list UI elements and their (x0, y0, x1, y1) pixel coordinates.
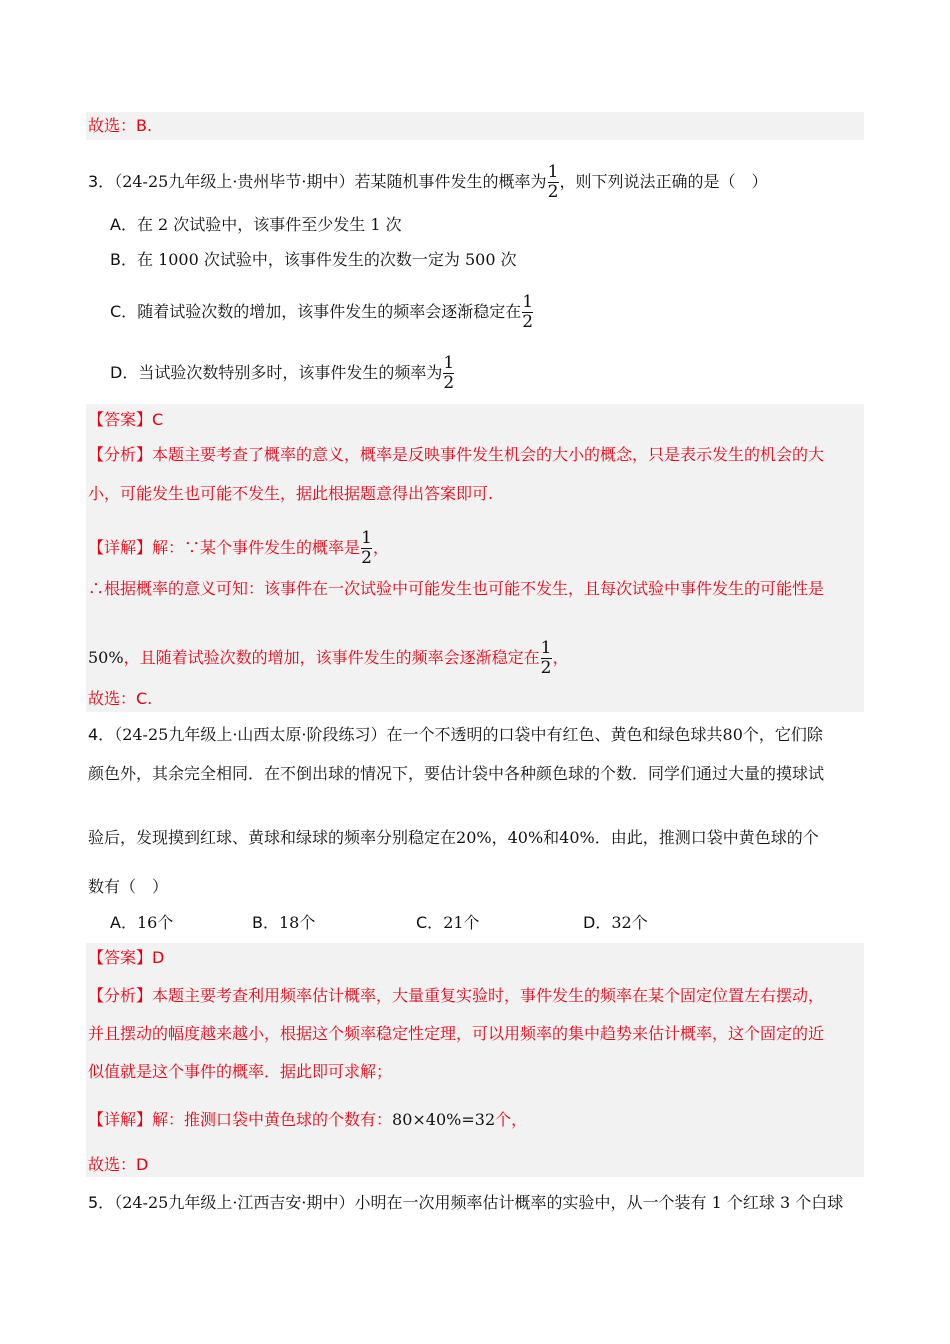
answer-line: 【答案】C (88, 410, 164, 429)
option-a[interactable]: A．16个 (110, 913, 174, 932)
option-text: 在 1000 次试验中，该事件发生的次数一定为 500 次 (136, 250, 517, 269)
analysis-line-1: 【分析】本题主要考查了概率的意义，概率是反映事件发生机会的大小的概念，只是表示发生的机会的大 (88, 445, 825, 464)
analysis-line-2: 小，可能发生也可能不发生，据此根据题意得出答案即可. (88, 484, 494, 503)
analysis-line-1: 【分析】本题主要考查利用频率估计概率，大量重复实验时，事件发生的频率在某个固定位置左右摆动， (88, 986, 825, 1005)
option-text: 在 2 次试验中，该事件至少发生 1 次 (136, 215, 402, 234)
option-b[interactable]: B．18个 (252, 913, 316, 932)
top-conclusion: 故选：B. (88, 116, 153, 135)
stem-text-after: ，则下列说法正确的是（ ） (559, 172, 768, 191)
stem-text: 若某随机事件发生的概率为 (354, 172, 547, 191)
detail-line-2: ∴根据概率的意义可知：该事件在一次试验中可能发生也可能不发生，且每次试验中事件发生的可能性是 (88, 579, 825, 598)
option-label: B． (110, 250, 137, 269)
detail-line-3: 50%，且随着试验次数的增加，该事件发生的频率会逐渐稳定在 $\frac{1}{2}$ ， (88, 638, 569, 678)
question-4-line-3: 验后，发现摸到红球、黄球和绿球的频率分别稳定在20%，40%和40%．由此，推测口袋中黄色球的个 (88, 828, 819, 847)
fraction-one-half: $\frac{1}{2}$ (443, 353, 455, 393)
option-text: 随着试验次数的增加，该事件发生的频率会逐渐稳定在 (137, 302, 522, 321)
question-number: 4． (88, 725, 115, 744)
option-label: C． (110, 302, 138, 321)
question-5-line-1: 5．（24-25九年级上·江西吉安·期中）小明在一次用频率估计概率的实验中，从一个装有 1 个红球 3 个白球 (88, 1193, 844, 1212)
question-number: 3． (88, 172, 115, 191)
detail-line: 【详解】解：推测口袋中黄色球的个数有：80×40%=32个， (88, 1110, 528, 1129)
fraction-one-half: $\frac{1}{2}$ (547, 162, 559, 202)
conclusion-q4: 故选：D (88, 1155, 149, 1174)
option-d[interactable] (110, 355, 455, 392)
option-text: 当试验次数特别多时，该事件发生的频率为 (138, 363, 443, 382)
answer-box-top (86, 112, 864, 140)
option-a[interactable] (110, 214, 402, 236)
option-d[interactable]: D．32个 (583, 913, 648, 932)
option-c[interactable] (110, 294, 534, 331)
analysis-line-2: 并且摆动的幅度越来越小，根据这个频率稳定性定理，可以用频率的集中趋势来估计概率，这个固定的近 (88, 1024, 825, 1043)
detail-line-1: 【详解】解：∵某个事件发生的概率是 $\frac{1}{2}$ ， (88, 528, 390, 568)
fraction-one-half: $\frac{1}{2}$ (522, 292, 534, 332)
option-b[interactable] (110, 249, 517, 271)
question-3-stem (88, 164, 768, 201)
analysis-line-3: 似值就是这个事件的概率．据此即可求解； (88, 1062, 393, 1081)
question-4-line-4: 数有（ ） (88, 877, 169, 896)
option-label: A． (110, 215, 137, 234)
solution-box-q4 (86, 943, 864, 1177)
question-source: （24-25九年级上·贵州毕节·期中） (114, 172, 355, 191)
fraction-one-half: $\frac{1}{2}$ (540, 638, 552, 678)
question-4-line-2: 颜色外，其余完全相同．在不倒出球的情况下，要估计袋中各种颜色球的个数．同学们通过大量的摸球试 (88, 764, 825, 783)
question-number: 5． (88, 1193, 115, 1212)
answer-line: 【答案】D (88, 948, 165, 967)
fraction-one-half: $\frac{1}{2}$ (361, 528, 372, 568)
conclusion-q3: 故选：C. (88, 689, 153, 708)
option-label: D． (110, 363, 139, 382)
option-c[interactable]: C．21个 (416, 913, 480, 932)
question-4-line-1: 4．（24-25九年级上·山西太原·阶段练习）在一个不透明的口袋中有红色、黄色和绿色球共80个，它们除 (88, 725, 823, 744)
